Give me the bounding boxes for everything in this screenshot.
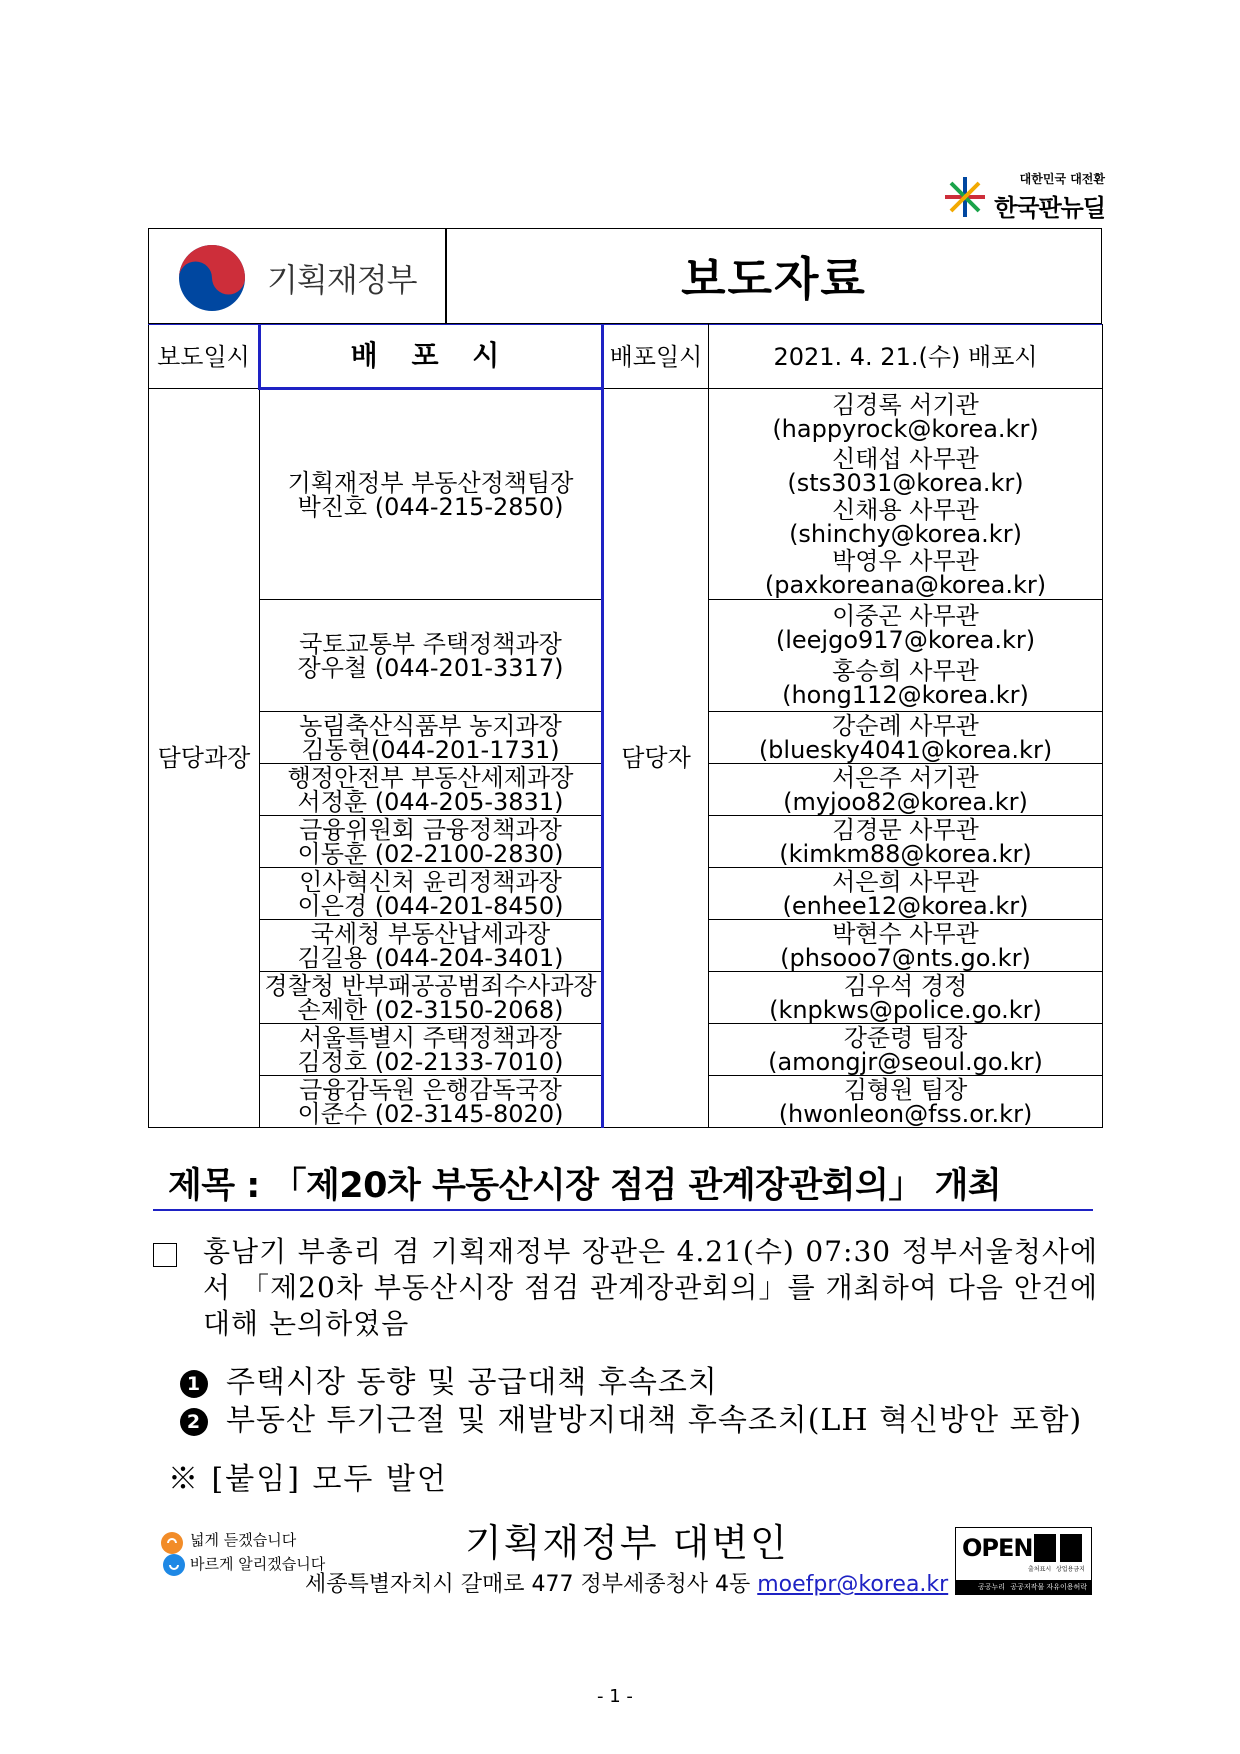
staff-cell [709,816,1103,868]
staff-cell [709,868,1103,920]
dept-cell [260,972,603,1024]
staff-name: 강순례 사무관 [832,711,979,740]
dept-head-contact: 서정훈 (044-205-3831) [297,787,564,816]
dept-head-contact: 이은경 (044-201-8450) [297,891,564,920]
staff-name: 신태섭 사무관 [832,445,979,473]
agenda-text: 부동산 투기근절 및 재발방지대책 후속조치(LH 혁신방안 포함) [226,1403,1083,1438]
staff-name: 박영우 사무관 [832,547,979,576]
dept-name: 국토교통부 주택정책과장 [299,629,562,658]
agenda-number-icon: 1 [180,1370,208,1398]
staff-cell [709,600,1103,656]
dept-name: 금융위원회 금융정책과장 [299,815,562,844]
staff-cell [709,1024,1103,1076]
staff-cell [709,712,1103,764]
staff-name: 이중곤 사무관 [832,601,979,630]
subject-title: 제목 : 「제20차 부동산시장 점검 관계장관회의」 개최 [168,1166,1002,1206]
staff-cell [709,389,1103,446]
staff-email: (hwonleon@fss.or.kr) [778,1099,1033,1128]
dept-head-contact: 김정호 (02-2133-7010) [297,1047,564,1076]
staff-email: (knpkws@police.go.kr) [769,995,1042,1024]
dept-name: 서울특별시 주택정책과장 [299,1023,562,1052]
dept-cell [260,764,603,816]
dept-cell [260,920,603,972]
dept-head-contact: 박진호 (044-215-2850) [297,492,564,521]
staff-email: (amongjr@seoul.go.kr) [768,1047,1043,1076]
dept-cell [260,712,603,764]
ministry-name: 기획재정부 [267,261,417,299]
contact-address [305,1567,948,1598]
dept-name: 행정안전부 부동산세제과장 [287,763,574,792]
dept-name: 금융감독원 은행감독국장 [299,1075,562,1104]
staff-cell [709,497,1103,548]
dept-head-contact: 장우철 (044-201-3317) [297,653,564,682]
new-deal-title: 한국판뉴딜 [994,194,1105,222]
agenda-text: 주택시장 동향 및 공급대책 후속조치 [226,1365,718,1400]
open-icon-label-2: 상업용금지 [1056,1566,1085,1573]
slogan-logo [160,1527,326,1587]
dept-name: 국세청 부동산납세과장 [310,919,551,948]
staff-name: 김형원 팀장 [843,1075,968,1104]
staff-email: (phsooo7@nts.go.kr) [780,943,1031,972]
agenda-item [180,1395,1082,1439]
dept-cell [260,600,603,712]
open-sub-2: 공공저작물 자유이용허락 [1010,1583,1087,1591]
staff-email: (leejgo917@korea.kr) [775,625,1036,654]
new-deal-star-icon [940,172,990,222]
dept-cell [260,816,603,868]
subject-underline [153,1209,1093,1211]
attribution-icon [1034,1534,1056,1562]
new-deal-subtitle: 대한민국 대전환 [1019,172,1105,186]
staff-email: (bluesky4041@korea.kr) [758,735,1053,764]
open-label: OPEN [962,1534,1033,1562]
release-date-label: 보도일시 [149,325,260,389]
dept-head-contact: 손제한 (02-3150-2068) [297,995,564,1024]
staff-cell [709,920,1103,972]
staff-email: (enhee12@korea.kr) [782,891,1029,920]
speech-logo-icon [160,1531,190,1581]
open-sub-1: 공공누리 [978,1583,1006,1591]
new-deal-logo [940,170,1105,225]
dept-cell [260,389,603,600]
staff-name: 신채용 사무관 [832,496,979,524]
contact-table [148,324,1103,1128]
dept-name: 인사혁신처 윤리정책과장 [299,867,562,896]
staff-cell [709,656,1103,712]
email-link[interactable]: moefpr@korea.kr [757,1572,949,1597]
distribution-date-value: 2021. 4. 21.(수) 배포시 [709,325,1103,389]
header-box [148,228,1102,324]
dept-name: 기획재정부 부동산정책팀장 [287,468,574,497]
staff-cell [709,972,1103,1024]
dept-name: 농림축산식품부 농지과장 [299,711,562,740]
spokesperson: 기획재정부 대변인 [465,1521,789,1565]
staff-email: (sts3031@korea.kr) [787,469,1024,497]
dept-head-contact: 김길용 (044-204-3401) [297,943,564,972]
dept-cell [260,1076,603,1128]
staff-email: (paxkoreana@korea.kr) [764,571,1047,600]
staff-email: (shinchy@korea.kr) [789,520,1022,548]
open-icon-label-1: 출처표시 [1028,1566,1052,1573]
staff-name: 홍승희 사무관 [832,657,979,686]
staff-name: 김경문 사무관 [832,815,979,844]
dept-head-contact: 이준수 (02-3145-8020) [297,1099,564,1128]
dept-name: 경찰청 반부패공공범죄수사과장 [264,971,597,1000]
taegeuk-emblem-icon [177,243,247,313]
staff-cell [709,548,1103,600]
staff-email: (happyrock@korea.kr) [772,415,1039,444]
noncommercial-icon [1060,1534,1082,1562]
dept-head-contact: 이동훈 (02-2100-2830) [297,839,564,868]
page-number: - 1 - [597,1686,633,1707]
dept-cell [260,868,603,920]
embargo-value: 배 포 시 [260,325,603,389]
dept-cell [260,1024,603,1076]
staff-name: 김우석 경정 [843,971,968,1000]
staff-cell [709,446,1103,497]
press-release-title: 보도자료 [681,252,867,306]
slogan-line-2: 바르게 알리겠습니다 [190,1555,326,1573]
staff-email: (hong112@korea.kr) [782,681,1029,710]
open-footer-bar [956,1580,1091,1594]
staff-email: (kimkm88@korea.kr) [779,839,1032,868]
staff-name: 박현수 사무관 [832,919,979,948]
attachment-note: ※ [붙임] 모두 발언 [168,1462,448,1497]
staff-label: 담당자 [603,389,709,1128]
agenda-number-icon: 2 [180,1408,208,1436]
staff-cell [709,1076,1103,1128]
bullet-box-icon [153,1243,177,1267]
staff-name: 강준령 팀장 [843,1023,968,1052]
staff-name: 김경록 서기관 [832,391,979,420]
staff-name: 서은주 서기관 [832,763,979,792]
dept-head-contact: 김동현(044-201-1731) [301,735,560,764]
staff-name: 서은희 사무관 [832,867,979,896]
slogan-line-1: 넓게 듣겠습니다 [190,1531,297,1549]
distribution-date-label: 배포일시 [603,325,709,389]
dept-head-label: 담당과장 [149,389,260,1128]
staff-email: (myjoo82@korea.kr) [783,787,1028,816]
address-text: 세종특별자치시 갈매로 477 정부세종청사 4동 [305,1572,751,1597]
open-license-mark [955,1527,1092,1595]
body-paragraph: 홍남기 부총리 겸 기획재정부 장관은 4.21(수) 07:30 정부서울청사에서 「제20차 부동산시장 점검 관계장관회의」를 개최하여 다음 안건에 대해 논의하였음 [203,1235,1098,1340]
staff-cell [709,764,1103,816]
